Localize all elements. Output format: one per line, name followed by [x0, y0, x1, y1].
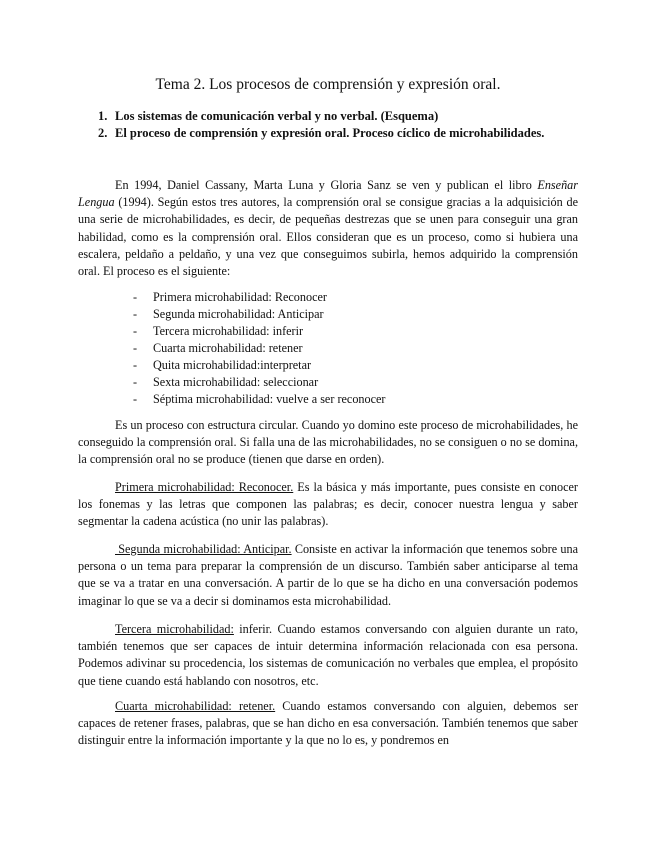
- skill-label: Primera microhabilidad: Reconocer.: [115, 480, 294, 494]
- skill-label: Cuarta microhabilidad: retener.: [115, 699, 276, 713]
- heading-number: 2.: [98, 126, 108, 140]
- list-item: [133, 357, 386, 374]
- paragraph-text: inferir. Cuando estamos conversando con alguien durante un rato, también tenemos que ser capaces de intuir determina información relacionada con esa persona. Podemos adivinar su procedencia, los sistemas de comunicación no verbales que emplea, el propósito que tiene cuando está hablando con nosotros, etc.: [78, 622, 578, 688]
- dash-bullet: -: [133, 307, 138, 321]
- paragraph-circular: [78, 417, 578, 469]
- paragraph-text: Consiste en activar la información que tenemos sobre una persona o un tema para preparar la comprensión de un discurso. También saber anticiparse al tema que se va a tratar en una conversación. A partir de lo que se ha dicho en una conversación podemos imaginar lo que se va a decir si dominamos esta microhabilidad.: [78, 542, 578, 608]
- paragraph-text: (1994). Según estos tres autores, la comprensión oral se consigue gracias a la adquisición de una serie de microhabilidades, es decir, de pequeñas destrezas que se unen para conseguir una gran habilidad, como es la comprensión oral. Ellos consideran que es un proceso, como si hubiera una escalera, peldaño a peldaño, y una vez que conseguimos subirla, hemos adquirido la comprensión oral. El proceso es el siguiente:: [78, 195, 578, 279]
- paragraph-text: Es la básica y más importante, pues consiste en conocer los fonemas y las letras que componen las palabras; es decir, conocer nuestra lengua y saber segmentar la cadena acústica (no unir las palabras).: [78, 480, 578, 529]
- paragraph-intro: [78, 177, 578, 280]
- dash-bullet: -: [133, 358, 138, 372]
- list-item-text: Séptima microhabilidad: vuelve a ser reconocer: [153, 392, 386, 406]
- paragraph-text: Cuando estamos conversando con alguien, debemos ser capaces de retener frases, palabras, que se han dicho en esa conversación. También tenemos que saber distinguir entre la información importante y la que no lo es, y pondremos en: [78, 699, 578, 748]
- list-item-text: Cuarta microhabilidad: retener: [153, 341, 303, 355]
- heading-text: Los sistemas de comunicación verbal y no verbal. (Esquema): [115, 109, 439, 123]
- heading-text: El proceso de comprensión y expresión oral. Proceso cíclico de microhabilidades.: [115, 126, 545, 140]
- microskills-list: [133, 289, 386, 408]
- section-headings: [98, 108, 578, 142]
- list-item: [133, 289, 386, 306]
- heading-item: [98, 125, 578, 142]
- list-item: [133, 374, 386, 391]
- dash-bullet: -: [133, 375, 138, 389]
- paragraph-text: En 1994, Daniel Cassany, Marta Luna y Gloria Sanz se ven y publican el libro: [115, 178, 538, 192]
- paragraph-third-skill: [78, 621, 578, 690]
- dash-bullet: -: [133, 324, 138, 338]
- skill-label: Segunda microhabilidad: Anticipar.: [115, 542, 292, 556]
- dash-bullet: -: [133, 341, 138, 355]
- list-item: [133, 323, 386, 340]
- list-item: [133, 391, 386, 408]
- list-item: [133, 306, 386, 323]
- list-item-text: Sexta microhabilidad: seleccionar: [153, 375, 319, 389]
- heading-item: [98, 108, 578, 125]
- list-item-text: Quita microhabilidad:interpretar: [153, 358, 312, 372]
- list-item-text: Primera microhabilidad: Reconocer: [153, 290, 327, 304]
- list-item-text: Tercera microhabilidad: inferir: [153, 324, 304, 338]
- book-title: Enseñar Lengua: [78, 178, 578, 210]
- page-title: Tema 2. Los procesos de comprensión y expresión oral.: [155, 76, 501, 93]
- paragraph-first-skill: [78, 479, 578, 531]
- paragraph-fourth-skill: [78, 698, 578, 750]
- paragraph-text: Es un proceso con estructura circular. Cuando yo domino este proceso de microhabilidades, he conseguido la comprensión oral. Si falla una de las microhabilidades, no se consiguen o no se domina, la comprensión oral no se produce (tienen que darse en orden).: [78, 418, 578, 467]
- paragraph-second-skill: [78, 541, 578, 610]
- skill-label: Tercera microhabilidad:: [115, 622, 234, 636]
- list-item-text: Segunda microhabilidad: Anticipar: [153, 307, 324, 321]
- heading-number: 1.: [98, 109, 108, 123]
- dash-bullet: -: [133, 290, 138, 304]
- list-item: [133, 340, 386, 357]
- dash-bullet: -: [133, 392, 138, 406]
